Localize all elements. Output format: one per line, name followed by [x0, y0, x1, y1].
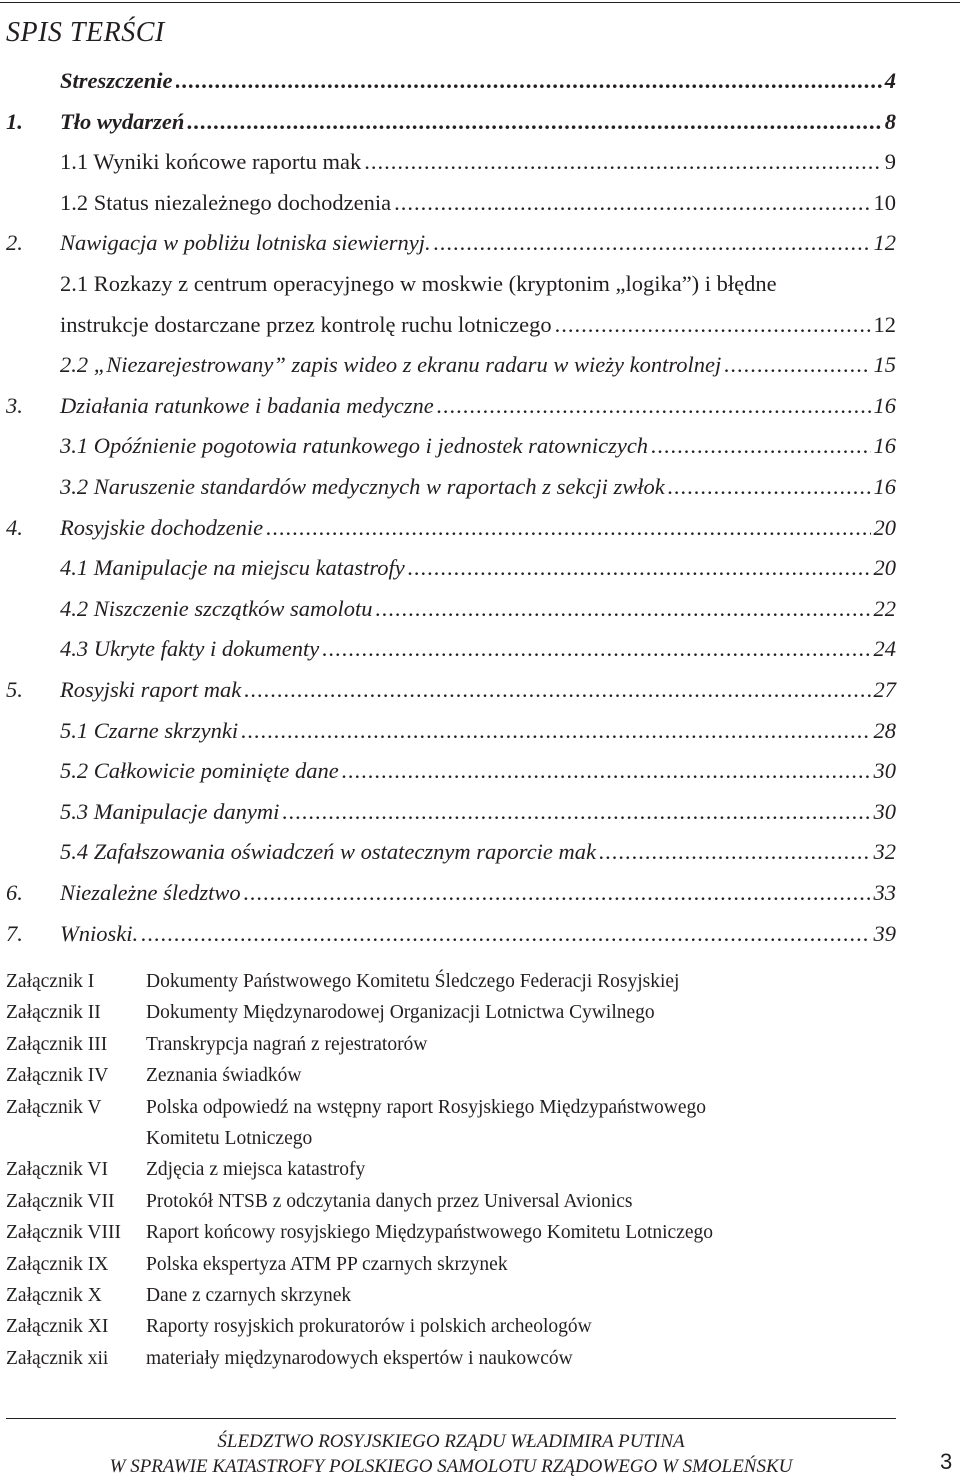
annex-description: Transkrypcja nagrań z rejestratorów: [146, 1033, 428, 1055]
toc-entry-number: 2.: [6, 230, 23, 256]
toc-subentry[interactable]: [60, 711, 896, 751]
toc-entry-title: 3.1 Opóźnienie pogotowia ratunkowego i jednostek ratowniczych: [60, 433, 649, 459]
dot-leader: [724, 345, 870, 385]
toc-entry-title: 5.2 Całkowicie pominięte dane: [60, 758, 339, 784]
toc-entry[interactable]: [6, 61, 896, 101]
toc-entry[interactable]: [6, 102, 896, 142]
toc-entry-page: 12: [873, 230, 896, 256]
toc-subentry[interactable]: [60, 589, 896, 629]
toc-entry-first-line: 2.1 Rozkazy z centrum operacyjnego w moskwie (kryptonim „logika”) i błędne: [60, 271, 777, 296]
toc-entry-title: Niezależne śledztwo: [60, 880, 241, 905]
footer-line-2: W SPRAWIE KATASTROFY POLSKIEGO SAMOLOTU RZĄDOWEGO W SMOLEŃSKU: [109, 1456, 793, 1477]
toc-entry[interactable]: [6, 914, 896, 954]
dot-leader: [141, 914, 870, 954]
toc-entry-number: 3.: [6, 392, 23, 418]
toc-entry-number: 6.: [6, 880, 23, 905]
toc-entry-page: 30: [873, 798, 896, 824]
annex-label: Załącznik XI: [6, 1316, 109, 1338]
toc-entry-page: 28: [873, 717, 896, 743]
annex-description: Dokumenty Państwowego Komitetu Śledczego Federacji Rosyjskiej: [146, 971, 680, 992]
toc-entry-page: 4: [884, 68, 896, 93]
dot-leader: [241, 711, 870, 751]
dot-leader: [408, 548, 871, 588]
dot-leader: [244, 670, 870, 710]
toc-entry-number: 7.: [6, 920, 23, 946]
annex-label: Załącznik xii: [6, 1347, 109, 1369]
annex-description-continuation: Komitetu Lotniczego: [146, 1128, 313, 1149]
annex-description: Protokół NTSB z odczytania danych przez Universal Avionics: [146, 1190, 633, 1212]
toc-entry-page: 32: [873, 839, 896, 865]
annex-description: Dane z czarnych skrzynek: [146, 1285, 352, 1306]
toc-entry-title: instrukcje dostarczane przez kontrolę ruchu lotniczego: [60, 311, 552, 337]
dot-leader: [437, 386, 871, 426]
dot-leader: [244, 873, 871, 913]
dot-leader: [394, 183, 870, 223]
toc-subentry[interactable]: [60, 751, 896, 791]
toc-entry-number: 5.: [6, 677, 23, 702]
toc-entry-title: Wnioski.: [60, 920, 139, 946]
toc-entry-title: Działania ratunkowe i badania medyczne: [60, 392, 434, 418]
toc-entry-title: 2.2 „Niezarejestrowany” zapis wideo z ekranu radaru w wieży kontrolnej: [60, 352, 722, 378]
dot-leader: [668, 467, 871, 507]
toc-entry-page: 16: [873, 433, 896, 459]
toc-entry-title: 5.3 Manipulacje danymi: [60, 798, 280, 824]
annex-description: Zdjęcia z miejsca katastrofy: [146, 1159, 366, 1181]
toc-entry-title: Rosyjskie dochodzenie: [60, 514, 264, 540]
annex-label: Załącznik V: [6, 1096, 102, 1118]
toc-entry-page: 20: [873, 514, 896, 540]
toc-subentry[interactable]: [60, 183, 896, 223]
toc-entry-page: 27: [873, 677, 896, 702]
toc-entry[interactable]: [6, 670, 896, 710]
annex-description: Polska ekspertyza ATM PP czarnych skrzynek: [146, 1253, 508, 1275]
toc-entry-number: 4.: [6, 514, 23, 540]
annex-label: Załącznik X: [6, 1285, 102, 1306]
toc-subentry[interactable]: [60, 548, 896, 588]
dot-leader: [322, 629, 870, 669]
toc-entry-title: Streszczenie: [60, 68, 173, 93]
toc-entry-title: 1.1 Wyniki końcowe raportu mak: [60, 149, 362, 175]
dot-leader: [376, 589, 871, 629]
toc-entry-page: 24: [873, 636, 896, 662]
dot-leader: [555, 305, 871, 345]
toc-entry-title: 5.4 Zafałszowania oświadczeń w ostatecznym raporcie mak: [60, 839, 597, 865]
toc-entry[interactable]: [6, 873, 896, 913]
toc-entry-page: 20: [873, 555, 896, 581]
annex-label: Załącznik III: [6, 1033, 108, 1055]
footer-line-1: ŚLEDZTWO ROSYJSKIEGO RZĄDU WŁADIMIRA PUTINA: [217, 1431, 685, 1452]
footer-rule: [6, 1418, 896, 1419]
page-number: 3: [940, 1449, 953, 1474]
toc-entry-page: 22: [873, 595, 896, 621]
toc-entry-page: 33: [873, 880, 896, 905]
toc-subentry[interactable]: [60, 142, 896, 182]
toc-entry-page: 30: [873, 758, 896, 784]
toc-entry-title: 1.2 Status niezależnego dochodzenia: [60, 189, 392, 215]
annex-description: Raporty rosyjskich prokuratorów i polskich archeologów: [146, 1316, 592, 1338]
toc-subentry[interactable]: [60, 629, 896, 669]
dot-leader: [651, 426, 870, 466]
toc-entry-title: 5.1 Czarne skrzynki: [60, 717, 239, 743]
toc-entry[interactable]: [6, 386, 896, 426]
toc-subentry[interactable]: [60, 345, 896, 385]
dot-leader: [364, 142, 881, 182]
toc-entry-page: 10: [873, 189, 896, 215]
toc-entry-page: 15: [873, 352, 896, 378]
toc-entry-page: 39: [873, 920, 896, 946]
toc-entry-number: 1.: [6, 108, 23, 134]
toc-entry-title: Rosyjski raport mak: [60, 677, 242, 702]
annex-description: Raport końcowy rosyjskiego Międzypaństwowego Komitetu Lotniczego: [146, 1222, 714, 1244]
dot-leader: [282, 792, 870, 832]
annex-description: materiały międzynarodowych ekspertów i naukowców: [146, 1347, 573, 1369]
toc-entry-title: 4.2 Niszczenie szczątków samolotu: [60, 595, 373, 621]
dot-leader: [187, 102, 881, 142]
toc-entry-title: 4.3 Ukryte fakty i dokumenty: [60, 636, 320, 662]
annex-label: Załącznik II: [6, 1002, 101, 1024]
dot-leader: [434, 223, 871, 263]
page-title: SPIS TERŚCI: [6, 17, 165, 48]
annex-description: Polska odpowiedź na wstępny raport Rosyjskiego Międzypaństwowego: [146, 1096, 706, 1118]
toc-entry-title: Nawigacja w pobliżu lotniska siewiernyj.: [60, 230, 431, 256]
toc-entry-page: 9: [884, 149, 896, 175]
top-rule: [0, 2, 960, 3]
dot-leader: [266, 508, 870, 548]
toc-entry-page: 12: [873, 311, 896, 337]
toc-subentry[interactable]: [60, 832, 896, 872]
annex-label: Załącznik VIII: [6, 1222, 121, 1244]
dot-leader: [176, 61, 882, 101]
dot-leader: [599, 832, 870, 872]
toc-subentry[interactable]: [60, 426, 896, 466]
toc-entry[interactable]: [6, 223, 896, 263]
toc-entry-page: 16: [873, 392, 896, 418]
toc-entry[interactable]: [6, 508, 896, 548]
toc-subentry[interactable]: [60, 305, 896, 345]
toc-entry-title: Tło wydarzeń: [60, 108, 185, 134]
annex-label: Załącznik VII: [6, 1190, 115, 1212]
annex-label: Załącznik IX: [6, 1253, 109, 1275]
dot-leader: [342, 751, 871, 791]
toc-entry-page: 8: [884, 108, 896, 134]
toc-entry-title: 3.2 Naruszenie standardów medycznych w raportach z sekcji zwłok: [60, 474, 665, 499]
annex-label: Załącznik VI: [6, 1159, 108, 1181]
annex-description: Dokumenty Międzynarodowej Organizacji Lotnictwa Cywilnego: [146, 1002, 655, 1024]
annex-description: Zeznania świadków: [146, 1065, 302, 1087]
toc-subentry[interactable]: [60, 467, 896, 507]
toc-entry-page: 16: [873, 474, 896, 499]
toc-entry-title: 4.1 Manipulacje na miejscu katastrofy: [60, 555, 405, 581]
toc-subentry[interactable]: [60, 792, 896, 832]
annex-label: Załącznik IV: [6, 1065, 109, 1087]
annex-label: Załącznik I: [6, 971, 95, 992]
